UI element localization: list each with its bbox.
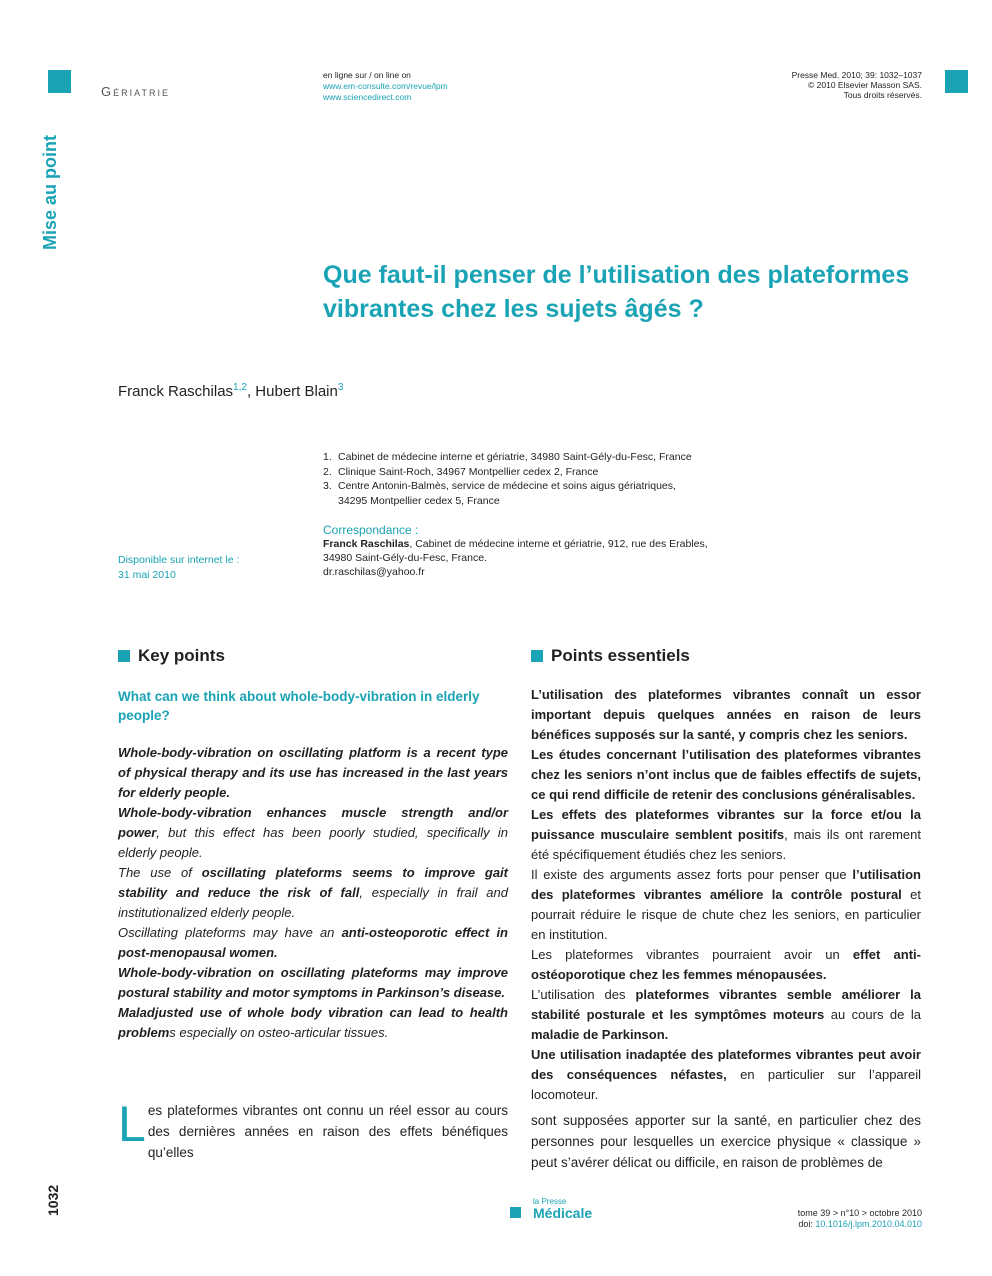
- kp-text: Whole-body-vibration on oscillating plateforms may improve postural stability and motor symptoms in Parkinson’s disease.: [118, 965, 508, 1000]
- footer-citation: [798, 1208, 922, 1230]
- pe-paragraph: [531, 745, 921, 805]
- correspondence: [323, 523, 708, 579]
- side-title: Mise au point: [40, 134, 60, 250]
- author-affil: 3: [337, 382, 344, 393]
- kp-text: Whole-body-vibration on oscillating platform is a recent type of physical therapy and its use has increased in the last years for elderly people.: [118, 745, 508, 800]
- pe-text: au cours de la: [824, 1007, 921, 1022]
- body-paragraph: es plateformes vibrantes ont connu un réel essor au cours des dernières années en raison des effets bénéfiques qu’elles: [147, 1103, 508, 1160]
- pe-text: L’utilisation des plateformes vibrantes connaît un essor important depuis quelques années en raison de leurs bénéfices supposés sur la santé, y compris chez les seniors.: [531, 687, 921, 742]
- pe-text: Les plateformes vibrantes pourraient avoir un: [531, 947, 853, 962]
- pe-text: plateformes vibrantes semble améliorer la stabilité posturale et les symptômes moteurs: [531, 987, 921, 1022]
- kp-text: Maladjusted use of whole body vibration can lead to health problem: [118, 1005, 508, 1040]
- correspondence-line: [323, 537, 708, 551]
- author-name: Hubert Blain: [255, 383, 338, 400]
- kp-text: anti-osteoporotic effect in post-menopausal women.: [118, 925, 508, 960]
- available-label: Disponible sur internet le :: [118, 554, 240, 566]
- online-info: [323, 70, 448, 103]
- kp-text: , but this effect has been poorly studied, specifically in elderly people.: [118, 825, 508, 860]
- correspondence-name: Franck Raschilas: [323, 538, 410, 550]
- corner-square-right: [945, 70, 968, 93]
- pe-text: , mais ils ont rarement été spécifiquement étudiés chez les seniors.: [531, 827, 922, 862]
- kp-paragraph: [118, 963, 508, 1003]
- heading-text: Points essentiels: [551, 646, 690, 665]
- pe-text: Une utilisation inadaptée des plateformes vibrantes peut avoir des conséquences néfastes,: [531, 1047, 921, 1082]
- kp-paragraph: [118, 863, 508, 923]
- citation-line: Presse Med. 2010; 39: 1032–1037: [791, 70, 922, 80]
- affiliation-num: 1.: [323, 451, 332, 463]
- heading-text: Key points: [138, 646, 225, 665]
- kp-text: Oscillating plateforms may have an: [118, 925, 342, 940]
- kp-paragraph: [118, 743, 508, 803]
- issue-info: tome 39 > n°10 > octobre 2010: [797, 1208, 922, 1218]
- key-points-question: What can we think about whole-body-vibration in elderly people?: [118, 689, 480, 723]
- heading-square-icon: [531, 650, 543, 662]
- kp-text: The use of: [118, 865, 202, 880]
- doi-link[interactable]: 10.1016/j.lpm.2010.04.010: [815, 1219, 922, 1229]
- correspondence-address: , Cabinet de médecine interne et gériatrie, 912, rue des Erables,: [409, 538, 708, 550]
- affiliation: [323, 465, 692, 480]
- section-label: Gériatrie: [101, 84, 170, 99]
- pe-text: L’utilisation des: [531, 987, 636, 1002]
- kp-text: oscillating plateforms seems to improve gait stability and reduce the risk of fall: [118, 865, 508, 900]
- availability: [118, 553, 239, 583]
- affiliation: [323, 494, 692, 509]
- kp-paragraph: [118, 923, 508, 963]
- pe-paragraph: [531, 1045, 921, 1105]
- citation: [792, 70, 922, 100]
- pe-paragraph: [531, 805, 921, 865]
- logo-text: [533, 1198, 592, 1220]
- doi-line: [798, 1219, 922, 1230]
- url-emconsulte[interactable]: www.em-consulte.com/revue/lpm: [323, 81, 448, 91]
- logo-square-icon: [510, 1207, 521, 1218]
- authors: Franck Raschilas$^{1,2}$, Hubert Blain$^3$: [118, 382, 344, 400]
- body-text-left: [118, 1096, 508, 1163]
- corner-square-left: [48, 70, 71, 93]
- article-title: Que faut-il penser de l’utilisation des plateformes vibrantes chez les sujets âgés ?: [323, 261, 910, 323]
- pe-paragraph: [531, 685, 921, 745]
- journal-logo: [510, 1198, 592, 1220]
- pe-text: Il existe des arguments assez forts pour penser que: [531, 867, 853, 882]
- points-essentiels-body: [531, 685, 921, 1105]
- body-text-right: sont supposées apporter sur la santé, en particulier chez des personnes pour lesquelles un exercice physique « classique » peut s’avérer délicat ou difficile, en raison de problèmes de: [531, 1113, 921, 1170]
- kp-text: s especially on osteo-articular tissues.: [169, 1025, 389, 1040]
- available-date: 31 mai 2010: [118, 569, 176, 581]
- affiliation-num: 3.: [323, 480, 332, 492]
- page-number: 1032: [45, 1184, 61, 1216]
- affiliation-num: 2.: [323, 465, 332, 478]
- affiliation-text: Cabinet de médecine interne et gériatrie, 34980 Saint-Gély-du-Fesc, France: [338, 451, 692, 463]
- affiliation: [323, 450, 692, 465]
- pe-text: Les études concernant l’utilisation des plateformes vibrantes chez les seniors n’ont inclus que de faibles effectifs de sujets, ce qui rend difficile de retenir des conclusions généralisables.: [531, 747, 921, 802]
- url-sciencedirect[interactable]: www.sciencedirect.com: [323, 92, 412, 102]
- pe-text: l’utilisation des plateformes vibrantes améliore la contrôle postural: [531, 867, 921, 902]
- author-name: Franck Raschilas: [118, 383, 234, 400]
- doi-label: doi:: [798, 1219, 816, 1229]
- dropcap: L: [118, 1096, 146, 1152]
- pe-text: maladie de Parkinson.: [531, 1027, 669, 1042]
- correspondence-line: 34980 Saint-Gély-du-Fesc, France.: [323, 552, 487, 564]
- correspondence-email[interactable]: dr.raschilas@yahoo.fr: [323, 566, 425, 578]
- affiliation: [323, 479, 692, 494]
- pe-paragraph: [531, 945, 921, 985]
- kp-text: Whole-body-vibration enhances muscle strength and/or power: [118, 805, 508, 840]
- online-label: en ligne sur / on line on: [323, 70, 411, 80]
- logo-small: la Presse: [533, 1197, 567, 1206]
- affiliations: [323, 450, 692, 508]
- pe-paragraph: [531, 985, 921, 1045]
- citation-line: © 2010 Elsevier Masson SAS.: [808, 80, 922, 90]
- key-points-heading: [118, 646, 225, 666]
- points-essentiels-heading: [531, 646, 690, 666]
- pe-text: effet anti-ostéoporotique chez les femmes ménopausées.: [531, 947, 921, 982]
- heading-square-icon: [118, 650, 130, 662]
- affiliation-text: 34295 Montpellier cedex 5, France: [338, 494, 500, 507]
- affiliation-text: Clinique Saint-Roch, 34967 Montpellier cedex 2, France: [338, 465, 599, 478]
- kp-text: , especially in frail and institutionalized elderly people.: [118, 885, 508, 920]
- citation-line: Tous droits réservés.: [843, 90, 922, 100]
- pe-text: en particulier sur l’appareil locomoteur.: [531, 1067, 921, 1102]
- kp-paragraph: [118, 1003, 508, 1043]
- pe-text: et pourrait réduire le risque de chute chez les seniors, en particulier en institution.: [531, 887, 921, 942]
- author-affil: 1,2: [233, 382, 247, 393]
- key-points-body: [118, 743, 508, 1043]
- pe-paragraph: [531, 865, 921, 945]
- correspondence-label: Correspondance :: [323, 523, 419, 537]
- kp-paragraph: [118, 803, 508, 863]
- affiliation-text: Centre Antonin-Balmès, service de médecine et soins aigus gériatriques,: [338, 480, 676, 492]
- affiliation-num: [323, 494, 338, 509]
- pe-text: Les effets des plateformes vibrantes sur la force et/ou la puissance musculaire semblent positifs: [531, 807, 921, 842]
- logo-big: Médicale: [533, 1205, 593, 1221]
